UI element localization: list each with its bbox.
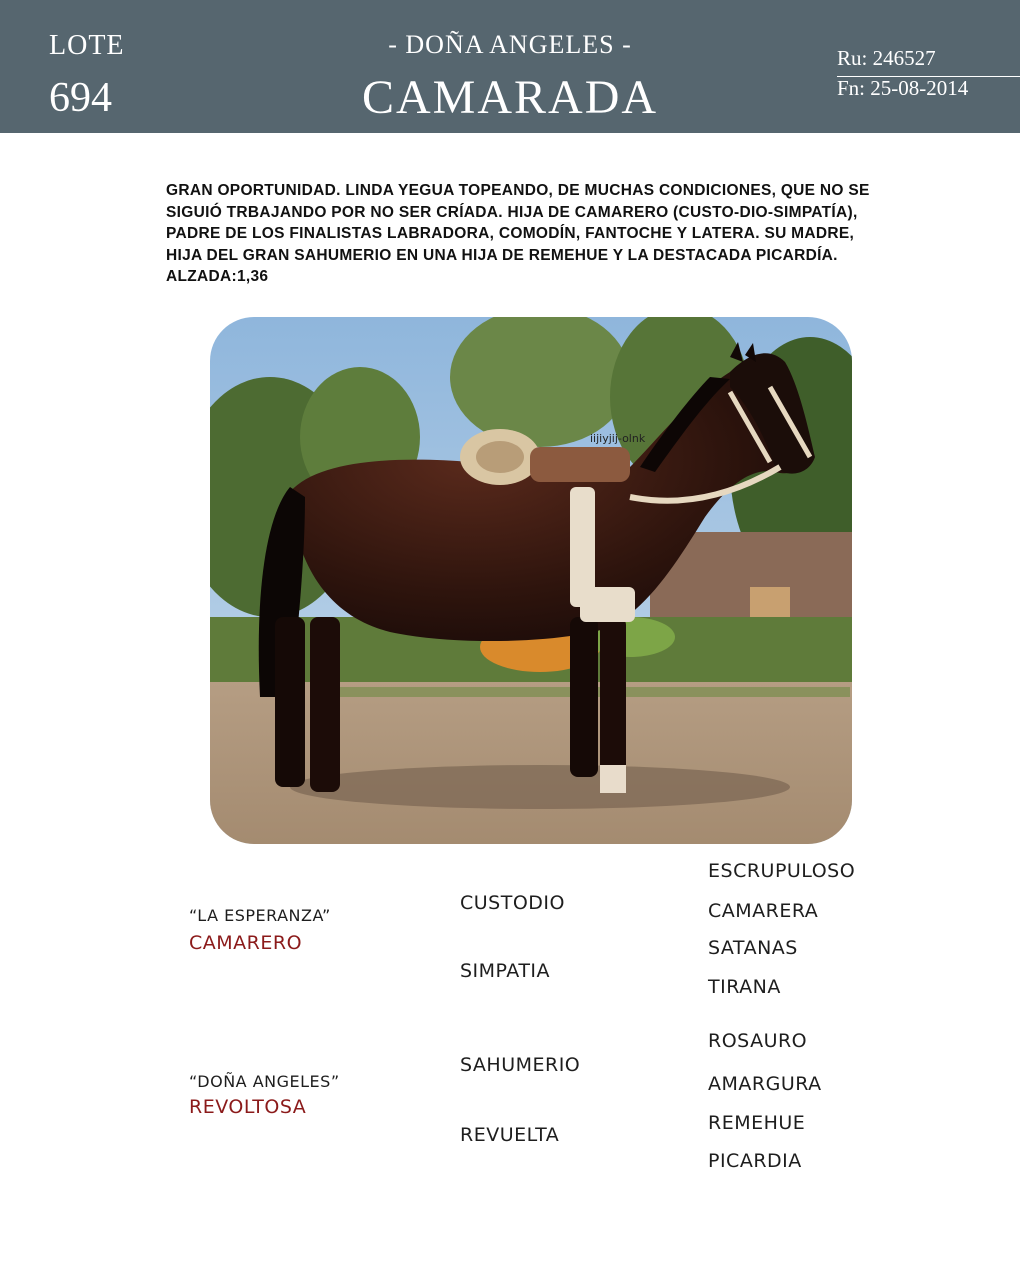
registration-number: Ru: 246527: [837, 46, 936, 70]
great-grandparent: PICARDIA: [708, 1150, 802, 1172]
photo-watermark: iijiyjij-olnk: [590, 432, 646, 445]
grandsire-maternal: SAHUMERIO: [460, 1054, 581, 1076]
header-bar: [0, 0, 1020, 133]
birth-date: Fn: 25-08-2014: [837, 76, 969, 100]
great-grandparent: TIRANA: [708, 976, 781, 998]
great-grandparent: REMEHUE: [708, 1112, 806, 1134]
horse-name: CAMARADA: [361, 71, 659, 124]
sire-breeder: “LA ESPERANZA”: [189, 906, 331, 925]
great-grandparent: AMARGURA: [708, 1073, 822, 1095]
great-grandparent: SATANAS: [708, 937, 798, 959]
lote-number: 694: [49, 75, 112, 121]
great-grandparent: ROSAURO: [708, 1030, 808, 1052]
granddam-paternal: SIMPATIA: [460, 960, 551, 982]
great-grandparent: ESCRUPULOSO: [708, 860, 856, 882]
granddam-maternal: REVUELTA: [460, 1124, 560, 1146]
lot-description: GRAN OPORTUNIDAD. LINDA YEGUA TOPEANDO, DE MUCHAS CONDICIONES, QUE NO SE SIGUIÓ TRBAJANDO POR NO SER CRÍADA. HIJA DE CAMARERO (CUSTO-DIO-SIMPATÍA), PADRE DE LOS FINALISTAS LABRADORA, COMODÍN, FANTOCHE Y LATERA. SU MADRE, HIJA DEL GRAN SAHUMERIO EN UNA HIJA DE REMEHUE Y LA DESTACADA PICARDÍA. ALZADA:1,36: [166, 182, 870, 285]
lote-label: LOTE: [49, 30, 125, 61]
horse-photo: [210, 317, 852, 844]
grandsire-paternal: CUSTODIO: [460, 892, 565, 914]
dam-breeder: “DOÑA ANGELES”: [189, 1072, 340, 1091]
breeder-name: - DOÑA ANGELES -: [388, 30, 632, 59]
great-grandparent: CAMARERA: [708, 900, 819, 922]
sire-name: CAMARERO: [189, 932, 303, 954]
dam-name: REVOLTOSA: [189, 1096, 307, 1118]
